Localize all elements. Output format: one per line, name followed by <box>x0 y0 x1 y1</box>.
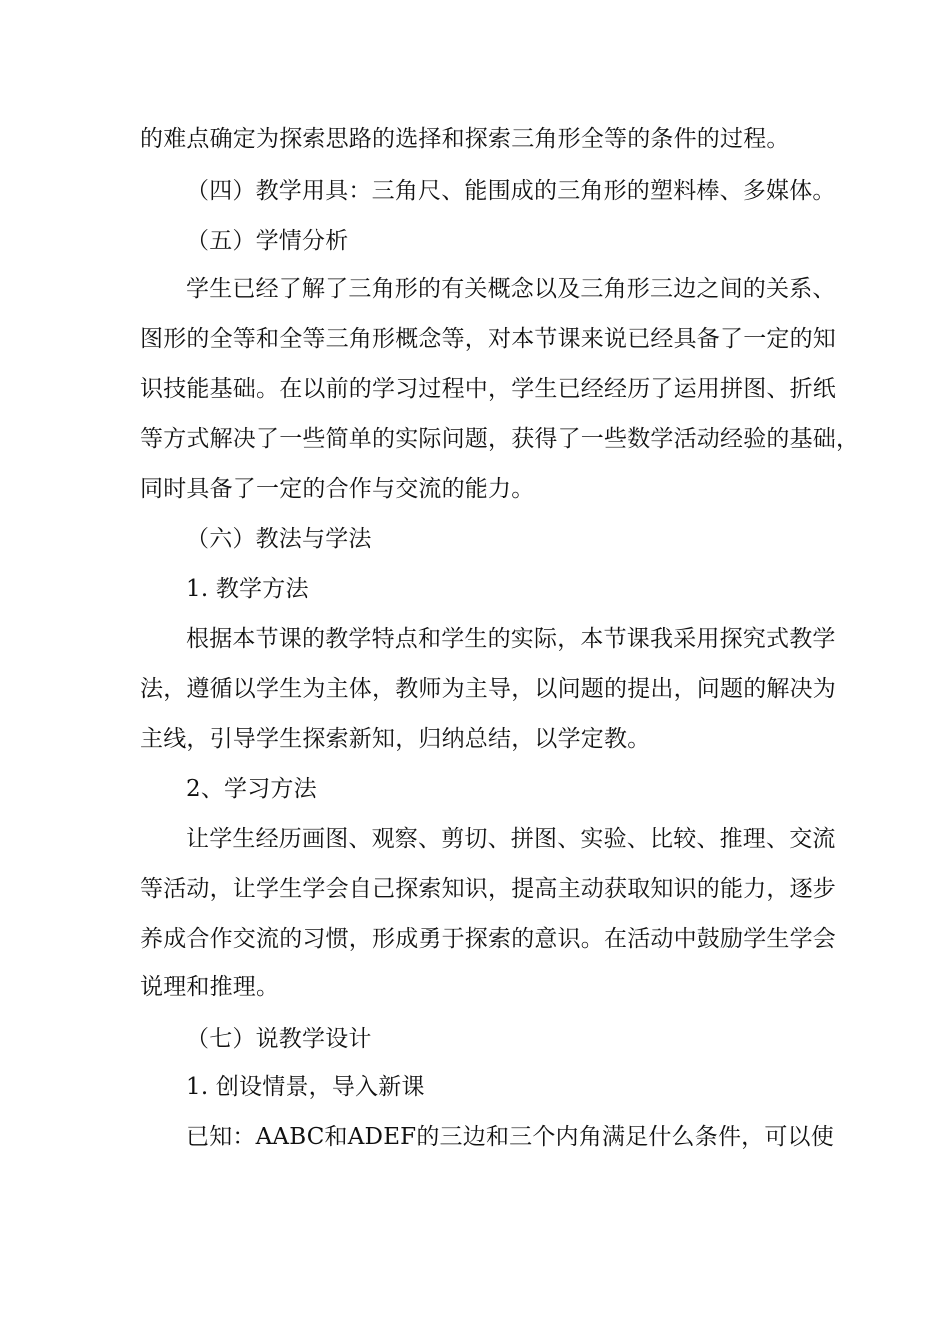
section-heading-design: （七）说教学设计 <box>186 1026 372 1052</box>
paragraph-line: 说理和推理。 <box>140 974 280 1000</box>
section-heading-teaching-tools: （四）教学用具：三角尺、能围成的三角形的塑料棒、多媒体。 <box>186 178 836 204</box>
subheading-learning-method: 2、学习方法 <box>186 776 317 802</box>
paragraph-line: 等方式解决了一些简单的实际问题，获得了一些数学活动经验的基础， <box>140 426 860 452</box>
subheading-introduction: 1. 创设情景，导入新课 <box>186 1074 425 1100</box>
paragraph-line: 已知：AABC和ADEF的三边和三个内角满足什么条件，可以使 <box>186 1124 834 1150</box>
paragraph-line: 主线，引导学生探索新知，归纳总结，以学定教。 <box>140 726 651 752</box>
paragraph-line: 养成合作交流的习惯，形成勇于探索的意识。在活动中鼓励学生学会 <box>140 926 836 952</box>
paragraph-line: 根据本节课的教学特点和学生的实际，本节课我采用探究式教学 <box>186 626 836 652</box>
subheading-teaching-method: 1. 教学方法 <box>186 576 309 602</box>
section-heading-methods: （六）教法与学法 <box>186 526 372 552</box>
paragraph-line: 学生已经了解了三角形的有关概念以及三角形三边之间的关系、 <box>186 276 836 302</box>
text-line: 的难点确定为探索思路的选择和探索三角形全等的条件的过程。 <box>140 126 790 152</box>
paragraph-line: 等活动，让学生学会自己探索知识，提高主动获取知识的能力，逐步 <box>140 876 836 902</box>
paragraph-line: 同时具备了一定的合作与交流的能力。 <box>140 476 535 502</box>
paragraph-line: 法，遵循以学生为主体，教师为主导，以问题的提出，问题的解决为 <box>140 676 836 702</box>
section-heading-student-analysis: （五）学情分析 <box>186 228 349 254</box>
paragraph-line: 让学生经历画图、观察、剪切、拼图、实验、比较、推理、交流 <box>186 826 836 852</box>
paragraph-line: 图形的全等和全等三角形概念等，对本节课来说已经具备了一定的知 <box>140 326 836 352</box>
paragraph-line: 识技能基础。在以前的学习过程中，学生已经经历了运用拼图、折纸 <box>140 376 836 402</box>
